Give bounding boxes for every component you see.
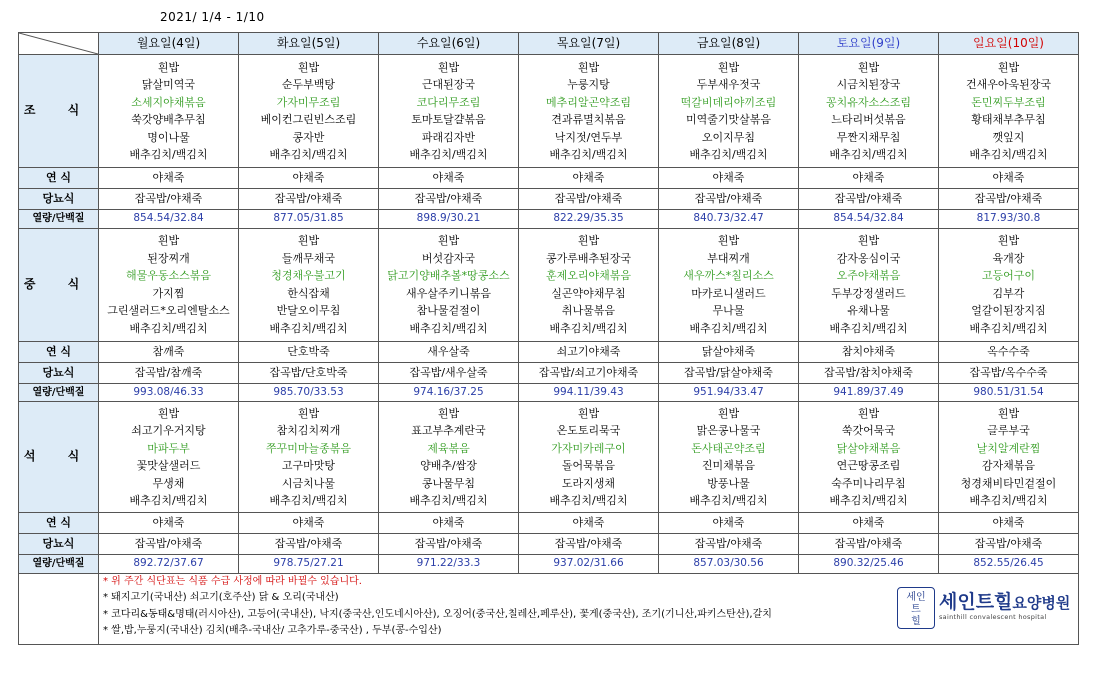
dish-item: 명이나물	[147, 130, 190, 144]
date-range: 2021/ 1/4 - 1/10	[160, 10, 265, 24]
dish-item: 육개장	[992, 251, 1025, 265]
dish-item: 흰밥	[297, 234, 320, 247]
notes-blank	[19, 573, 99, 644]
dish-item: 유채나물	[847, 304, 890, 317]
kcal-value: 985.70/33.53	[239, 383, 379, 402]
snack-value: 야채죽	[239, 513, 379, 534]
dish-item: 날치알계란찜	[976, 441, 1041, 455]
dish-item: 흰밥	[577, 60, 600, 74]
snack-value: 참치야채죽	[799, 341, 939, 362]
dish-item: 배추김치/백김치	[969, 321, 1048, 335]
logo-name: 세인트힐요양병원	[939, 591, 1071, 613]
dish-item: 배추김치/백김치	[829, 494, 908, 507]
dish-item: 제육볶음	[427, 441, 470, 455]
snack-value: 단호박죽	[239, 341, 379, 362]
svg-text:힐: 힐	[911, 616, 921, 627]
dish-item: 배추김치/백김치	[409, 321, 488, 335]
dish-item: 새우까스*칠리소스	[683, 269, 774, 282]
dish-item: 고구마맛탕	[281, 459, 336, 472]
dish-item: 흰밥	[857, 406, 880, 420]
dish-item: 배추김치/백김치	[129, 148, 208, 161]
diabetic-value: 잡곡밥/야채죽	[659, 534, 799, 555]
kcal-value: 898.9/30.21	[379, 210, 519, 229]
dish-item: 숙주미나리무침	[831, 476, 906, 490]
dish-item: 무짠지채무침	[836, 130, 901, 144]
kcal-value: 941.89/37.49	[799, 383, 939, 402]
dish-item: 된장찌개	[147, 251, 190, 265]
dish-item: 청경채비타민겉절이	[960, 476, 1057, 490]
dish-item: 흰밥	[997, 60, 1020, 74]
dish-item: 꽁치유자소스조림	[825, 95, 911, 109]
menu-cell	[379, 228, 519, 341]
dish-item: 해물우동소스볶음	[125, 269, 211, 282]
dinner-row	[19, 402, 1079, 513]
lunch-row	[19, 228, 1079, 341]
dish-item: 쇠고기우거지탕	[131, 424, 206, 437]
menu-cell	[239, 55, 379, 168]
snack-value: 야채죽	[939, 168, 1079, 189]
dish-item: 참치김치찌개	[276, 424, 341, 437]
snack-value: 야채죽	[799, 168, 939, 189]
row-label: 연 식	[19, 341, 99, 362]
kcal-value: 971.22/33.3	[379, 555, 519, 574]
dish-item: 배추김치/백김치	[689, 148, 768, 161]
menu-cell	[99, 228, 239, 341]
menu-cell	[799, 402, 939, 513]
kcal-value: 857.03/30.56	[659, 555, 799, 574]
kcal-row	[19, 555, 1079, 574]
menu-cell	[239, 402, 379, 513]
dish-item: 맑은콩나물국	[696, 424, 761, 437]
dish-item: 콩가루배추된장국	[545, 251, 631, 265]
kcal-value: 994.11/39.43	[519, 383, 659, 402]
dish-item: 가자미카레구이	[551, 441, 626, 455]
dish-item: 글루부국	[987, 424, 1030, 437]
dish-item: 배추김치/백김치	[829, 321, 908, 335]
diabetic-value: 잡곡밥/야채죽	[939, 189, 1079, 210]
dish-item: 흰밥	[857, 234, 880, 247]
dish-item: 깻잎지	[992, 130, 1025, 144]
diabetic-value: 잡곡밥/야채죽	[939, 534, 1079, 555]
dish-item: 실곤약야채무침	[551, 286, 626, 300]
snack-value: 야채죽	[519, 168, 659, 189]
dish-item: 닭살야채볶음	[836, 441, 901, 455]
note-line: * 코다리&동태&명태(러시아산), 고등어(국내산), 낙지(중국산,인도네시아산), 오징어(중국산,칠레산,페루산), 꽃게(중국산), 조기(기니산,파키스탄산),갈치	[103, 608, 772, 620]
dish-item: 배추김치/백김치	[409, 494, 488, 507]
day-header: 월요일(4일)	[99, 33, 239, 55]
dish-item: 무생채	[152, 476, 185, 490]
menu-cell	[659, 55, 799, 168]
diabetic-row	[19, 362, 1079, 383]
dish-item: 취나물볶음	[561, 304, 616, 317]
note-line: * 위 주간 식단표는 식품 수급 사정에 따라 바뀔수 있습니다.	[103, 575, 362, 587]
dish-item: 참나물겉절이	[416, 304, 481, 317]
kcal-value: 877.05/31.85	[239, 210, 379, 229]
dish-item: 흰밥	[437, 60, 460, 74]
dish-item: 낙지젓/연두부	[554, 130, 623, 144]
kcal-value: 822.29/35.35	[519, 210, 659, 229]
dish-item: 양배추/쌈장	[420, 459, 477, 472]
dish-item: 도라지생채	[561, 476, 616, 490]
diabetic-value: 잡곡밥/야채죽	[799, 189, 939, 210]
diabetic-value: 잡곡밥/야채죽	[799, 534, 939, 555]
menu-cell	[939, 228, 1079, 341]
dish-item: 표고부추계란국	[411, 424, 486, 437]
dish-item: 흰밥	[997, 406, 1020, 420]
diabetic-value: 잡곡밥/야채죽	[519, 189, 659, 210]
kcal-row	[19, 210, 1079, 229]
weekly-menu-table	[18, 32, 1079, 645]
dish-item: 배추김치/백김치	[269, 494, 348, 507]
dish-item: 배추김치/백김치	[969, 148, 1048, 161]
kcal-value: 854.54/32.84	[99, 210, 239, 229]
row-label: 연 식	[19, 513, 99, 534]
dish-item: 닭살미역국	[141, 78, 196, 91]
dish-item: 흰밥	[437, 234, 460, 247]
dish-item: 미역줄기맛살볶음	[685, 113, 771, 126]
dish-item: 흰밥	[577, 234, 600, 247]
dish-item: 쑥갓어묵국	[841, 424, 896, 437]
dish-item: 흰밥	[297, 60, 320, 74]
dish-item: 토마토달걀볶음	[411, 113, 486, 126]
snack-value: 야채죽	[99, 513, 239, 534]
hospital-logo	[897, 585, 1077, 633]
dish-item: 소세지야채볶음	[131, 95, 206, 109]
logo-mark	[897, 587, 935, 629]
kcal-value: 978.75/27.21	[239, 555, 379, 574]
dish-item: 한식잡채	[287, 286, 330, 300]
snack-value: 야채죽	[379, 513, 519, 534]
dish-item: 파래김자반	[421, 130, 476, 144]
day-header: 목요일(7일)	[519, 33, 659, 55]
diabetic-value: 잡곡밥/야채죽	[659, 189, 799, 210]
dish-item: 배추김치/백김치	[409, 148, 488, 161]
menu-cell	[939, 55, 1079, 168]
kcal-value: 854.54/32.84	[799, 210, 939, 229]
dish-item: 훈제오리야채볶음	[545, 269, 631, 282]
snack-value: 야채죽	[659, 513, 799, 534]
kcal-value: 951.94/33.47	[659, 383, 799, 402]
dish-item: 흰밥	[437, 406, 460, 420]
menu-cell	[99, 402, 239, 513]
diabetic-value: 잡곡밥/야채죽	[379, 534, 519, 555]
corner-cell	[19, 33, 99, 55]
snack-value: 야채죽	[379, 168, 519, 189]
day-header: 화요일(5일)	[239, 33, 379, 55]
kcal-value: 840.73/32.47	[659, 210, 799, 229]
dish-item: 코다리무조림	[416, 95, 481, 109]
dish-item: 돈사태곤약조림	[691, 441, 766, 455]
dish-item: 배추김치/백김치	[269, 148, 348, 161]
menu-cell	[379, 55, 519, 168]
dish-item: 흰밥	[997, 234, 1020, 247]
dish-item: 마파두부	[147, 441, 190, 455]
dish-item: 배추김치/백김치	[129, 494, 208, 507]
menu-cell	[799, 228, 939, 341]
kcal-row	[19, 383, 1079, 402]
dish-item: 돈민찌두부조림	[971, 95, 1046, 109]
dish-item: 메추리알곤약조림	[545, 95, 631, 109]
dish-item: 김부각	[992, 286, 1025, 300]
dish-item: 시금치나물	[281, 476, 336, 490]
kcal-value: 937.02/31.66	[519, 555, 659, 574]
diabetic-row	[19, 534, 1079, 555]
dish-item: 감자채볶음	[981, 459, 1036, 472]
dish-item: 배추김치/백김치	[269, 321, 348, 335]
row-label: 당뇨식	[19, 534, 99, 555]
snack-value: 야채죽	[239, 168, 379, 189]
dish-item: 고등어구이	[981, 269, 1036, 282]
kcal-value: 817.93/30.8	[939, 210, 1079, 229]
dish-item: 황태채부추무침	[971, 113, 1046, 126]
dish-item: 흰밥	[717, 234, 740, 247]
dish-item: 콩자반	[292, 130, 325, 144]
kcal-value: 852.55/26.45	[939, 555, 1079, 574]
dish-item: 새우살주키니볶음	[405, 286, 491, 300]
dish-item: 쭈꾸미마늘종볶음	[265, 441, 351, 455]
dish-item: 연근땅콩조림	[836, 459, 901, 472]
dish-item: 오주야채볶음	[836, 269, 901, 282]
diabetic-value: 잡곡밥/야채죽	[99, 189, 239, 210]
diabetic-value: 잡곡밥/닭살야채죽	[659, 362, 799, 383]
snack-value: 닭살야채죽	[659, 341, 799, 362]
snack-value: 야채죽	[799, 513, 939, 534]
dish-item: 부대찌개	[707, 251, 750, 265]
meal-label: 중 식	[19, 228, 99, 341]
dish-item: 흰밥	[297, 406, 320, 420]
dish-item: 가자미무조림	[276, 95, 341, 109]
dish-item: 배추김치/백김치	[689, 321, 768, 335]
day-header: 수요일(6일)	[379, 33, 519, 55]
day-header: 일요일(10일)	[939, 33, 1079, 55]
dish-item: 시금치된장국	[836, 78, 901, 91]
menu-cell	[939, 402, 1079, 513]
dish-item: 감자옹심이국	[836, 251, 901, 265]
dish-item: 근대된장국	[421, 78, 476, 91]
dish-item: 순두부백탕	[281, 78, 336, 91]
snack-row	[19, 513, 1079, 534]
snack-row	[19, 341, 1079, 362]
row-label: 열량/단백질	[19, 555, 99, 574]
row-label: 연 식	[19, 168, 99, 189]
dish-item: 누룽지탕	[567, 78, 610, 91]
dish-item: 진미채볶음	[701, 459, 756, 472]
menu-cell	[99, 55, 239, 168]
dish-item: 반달오이무침	[276, 304, 341, 317]
dish-item: 배추김치/백김치	[689, 494, 768, 507]
dish-item: 그린샐러드*오리엔탈소스	[107, 304, 230, 317]
dish-item: 가지찜	[152, 286, 185, 300]
note-line: * 돼지고기(국내산) 쇠고기(호주산) 닭 & 오리(국내산)	[103, 592, 339, 603]
dish-item: 견과류멸치볶음	[551, 113, 626, 126]
diabetic-value: 잡곡밥/야채죽	[519, 534, 659, 555]
dish-item: 오이지무침	[701, 130, 756, 144]
dish-item: 느타리버섯볶음	[831, 113, 906, 126]
menu-cell	[659, 402, 799, 513]
dish-item: 방풍나물	[707, 476, 750, 490]
snack-value: 야채죽	[519, 513, 659, 534]
snack-value: 야채죽	[659, 168, 799, 189]
dish-item: 들깨무채국	[281, 251, 336, 265]
dish-item: 두부강정샐러드	[831, 286, 906, 300]
dish-item: 버섯감자국	[421, 251, 476, 265]
dish-item: 온도토리묵국	[556, 424, 621, 437]
dish-item: 배추김치/백김치	[549, 148, 628, 161]
menu-cell	[239, 228, 379, 341]
diabetic-value: 잡곡밥/쇠고기야채죽	[519, 362, 659, 383]
dish-item: 닭고기양배추볼*땅콩소스	[387, 269, 510, 282]
dish-item: 배추김치/백김치	[549, 494, 628, 507]
diabetic-value: 잡곡밥/야채죽	[379, 189, 519, 210]
dish-item: 베이컨그린빈스조림	[260, 113, 357, 126]
row-label: 당뇨식	[19, 189, 99, 210]
menu-cell	[519, 55, 659, 168]
kcal-value: 974.16/37.25	[379, 383, 519, 402]
menu-cell	[519, 402, 659, 513]
dish-item: 건새우아욱된장국	[965, 78, 1051, 91]
svg-text:트: 트	[911, 604, 921, 615]
day-header: 토요일(9일)	[799, 33, 939, 55]
dish-item: 흰밥	[157, 60, 180, 74]
dish-item: 쑥갓양배추무침	[131, 113, 206, 126]
dish-item: 배추김치/백김치	[129, 321, 208, 335]
diabetic-value: 잡곡밥/참치야채죽	[799, 362, 939, 383]
dish-item: 청경채우불고기	[271, 269, 346, 282]
snack-value: 야채죽	[939, 513, 1079, 534]
diabetic-value: 잡곡밥/참깨죽	[99, 362, 239, 383]
note-line: * 쌀,밥,누룽지(국내산) 김치(배추-국내산/ 고추가루-중국산) , 두부(콩-수입산)	[103, 625, 442, 636]
snack-value: 야채죽	[99, 168, 239, 189]
row-label: 열량/단백질	[19, 383, 99, 402]
dish-item: 두부새우젓국	[696, 78, 761, 91]
dish-item: 흰밥	[717, 60, 740, 74]
dish-item: 흰밥	[157, 234, 180, 247]
day-header: 금요일(8일)	[659, 33, 799, 55]
diabetic-value: 잡곡밥/옥수수죽	[939, 362, 1079, 383]
row-label: 당뇨식	[19, 362, 99, 383]
snack-value: 참깨죽	[99, 341, 239, 362]
kcal-value: 892.72/37.67	[99, 555, 239, 574]
header-row	[19, 33, 1079, 55]
dish-item: 얼갈이된장지짐	[971, 304, 1046, 317]
meal-label: 조 식	[19, 55, 99, 168]
diabetic-value: 잡곡밥/야채죽	[239, 534, 379, 555]
kcal-value: 993.08/46.33	[99, 383, 239, 402]
logo-subtitle: sainthill convalescent hospital	[939, 613, 1047, 621]
dish-item: 배추김치/백김치	[969, 494, 1048, 507]
dish-item: 흰밥	[857, 60, 880, 74]
svg-text:세인: 세인	[906, 592, 926, 603]
meal-label: 석 식	[19, 402, 99, 513]
dish-item: 흰밥	[717, 406, 740, 420]
kcal-value: 890.32/25.46	[799, 555, 939, 574]
snack-row	[19, 168, 1079, 189]
menu-cell	[519, 228, 659, 341]
dish-item: 꽃맛살샐러드	[136, 459, 201, 472]
dish-item: 마카로니샐러드	[691, 286, 766, 300]
snack-value: 옥수수죽	[939, 341, 1079, 362]
diabetic-row	[19, 189, 1079, 210]
dish-item: 콩나물무침	[421, 476, 476, 490]
snack-value: 쇠고기야채죽	[519, 341, 659, 362]
dish-item: 무나물	[712, 304, 745, 317]
row-label: 열량/단백질	[19, 210, 99, 229]
menu-cell	[799, 55, 939, 168]
menu-cell	[659, 228, 799, 341]
dish-item: 흰밥	[577, 406, 600, 420]
kcal-value: 980.51/31.54	[939, 383, 1079, 402]
dish-item: 흰밥	[157, 406, 180, 420]
dish-item: 돌어묵볶음	[561, 459, 616, 472]
breakfast-row	[19, 55, 1079, 168]
dish-item: 떡갈비데리야끼조림	[680, 95, 777, 109]
diabetic-value: 잡곡밥/야채죽	[239, 189, 379, 210]
diabetic-value: 잡곡밥/야채죽	[99, 534, 239, 555]
diabetic-value: 잡곡밥/단호박죽	[239, 362, 379, 383]
menu-cell	[379, 402, 519, 513]
diabetic-value: 잡곡밥/새우살죽	[379, 362, 519, 383]
dish-item: 배추김치/백김치	[549, 321, 628, 335]
snack-value: 새우살죽	[379, 341, 519, 362]
dish-item: 배추김치/백김치	[829, 148, 908, 161]
